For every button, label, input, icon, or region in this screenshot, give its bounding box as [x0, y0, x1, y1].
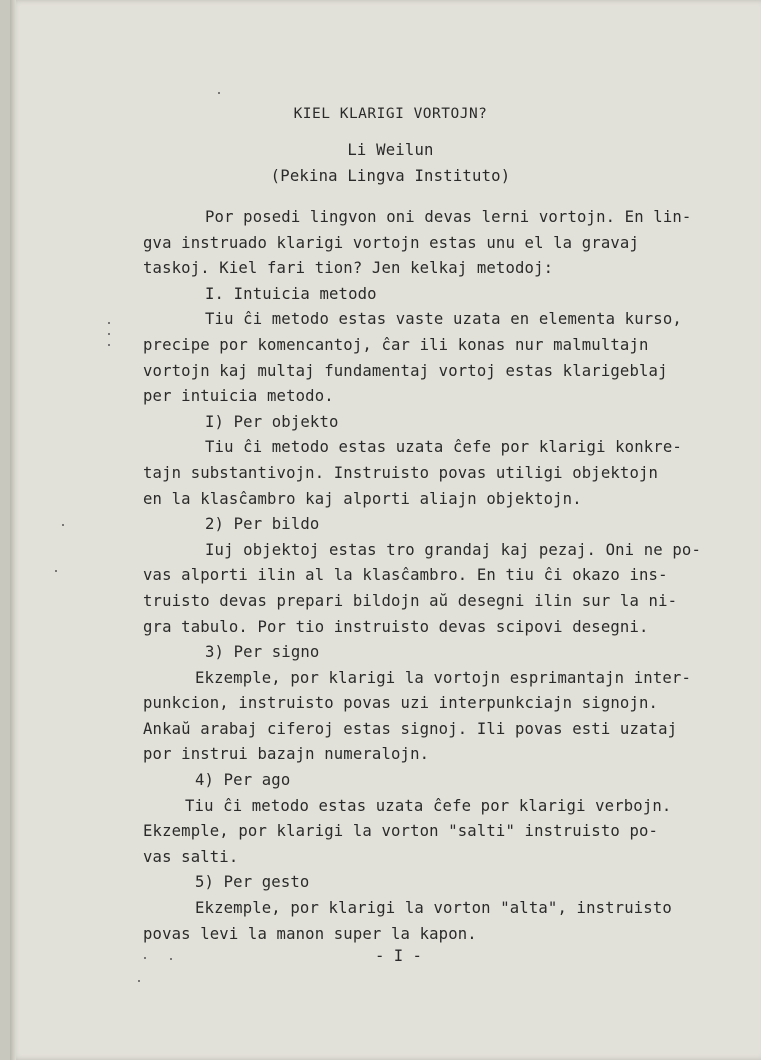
section-heading: I. Intuicia metodo [205, 284, 377, 303]
subsection-heading: 3) Per signo [205, 643, 320, 662]
text-line: vortojn kaj multaj fundamentaj vortoj estas klarigeblaj [143, 361, 668, 380]
punch-mark [108, 333, 110, 335]
text-line: Ekzemple, por klarigi la vortojn esprimantajn inter- [195, 668, 691, 687]
text-line: povas levi la manon super la kapon. [143, 924, 477, 943]
text-line: vas alporti ilin al la klasĉambro. En tiu ĉi okazo ins- [143, 566, 668, 585]
text-line: gra tabulo. Por tio instruisto devas scipovi desegni. [143, 617, 649, 636]
text-line: per intuicia metodo. [143, 387, 334, 406]
text-line: gva instruado klarigi vortojn estas unu el la gravaj [143, 233, 639, 252]
text-line: Ekzemple, por klarigi la vorton "salti" instruisto po- [143, 822, 659, 841]
text-line: truisto devas prepari bildojn aŭ desegni ilin sur la ni- [143, 591, 678, 610]
text-line: Por posedi lingvon oni devas lerni vortojn. En lin- [205, 208, 692, 226]
subsection-heading: I) Per objekto [205, 412, 339, 431]
text-line: taskoj. Kiel fari tion? Jen kelkaj metodoj: [143, 259, 554, 278]
ink-speck [218, 92, 220, 94]
ink-speck [170, 958, 172, 960]
document-title: KIEL KLARIGI VORTOJN? [293, 106, 488, 122]
text-line: punkcion, instruisto povas uzi interpunkciajn signojn. [143, 694, 659, 713]
author-name: Li Weilun [347, 141, 434, 159]
punch-mark [108, 344, 110, 346]
text-line: Iuj objektoj estas tro grandaj kaj pezaj. Oni ne po- [205, 540, 701, 559]
ink-speck [55, 570, 57, 572]
ink-speck [144, 957, 146, 959]
text-line: Tiu ĉi metodo estas vaste uzata en elementa kurso, [205, 310, 682, 329]
page-number: - I - [375, 947, 422, 965]
subsection-heading: 2) Per bildo [205, 515, 320, 534]
text-line: Ekzemple, por klarigi la vorton "alta", instruisto [195, 899, 672, 918]
author-affiliation: (Pekina Lingva Instituto) [270, 167, 511, 185]
subsection-heading: 5) Per gesto [195, 873, 310, 892]
ink-speck [138, 980, 140, 982]
ink-speck [62, 524, 64, 526]
text-line: vas salti. [143, 847, 239, 866]
text-line: Tiu ĉi metodo estas uzata ĉefe por klarigi verbojn. [185, 796, 672, 815]
text-line: tajn substantivojn. Instruisto povas utiligi objektojn [143, 463, 659, 482]
text-line: Tiu ĉi metodo estas uzata ĉefe por klarigi konkre- [205, 438, 682, 457]
text-line: Ankaŭ arabaj ciferoj estas signoj. Ili povas esti uzataj [143, 719, 678, 738]
punch-mark [108, 322, 110, 324]
document-page [10, 0, 761, 1060]
text-line: en la klasĉambro kaj alporti aliajn objektojn. [143, 489, 582, 508]
text-line: por instrui bazajn numeralojn. [143, 745, 430, 764]
text-line: precipe por komencantoj, ĉar ili konas nur malmultajn [143, 335, 649, 354]
document-body [143, 205, 753, 947]
subsection-heading: 4) Per ago [195, 771, 291, 790]
